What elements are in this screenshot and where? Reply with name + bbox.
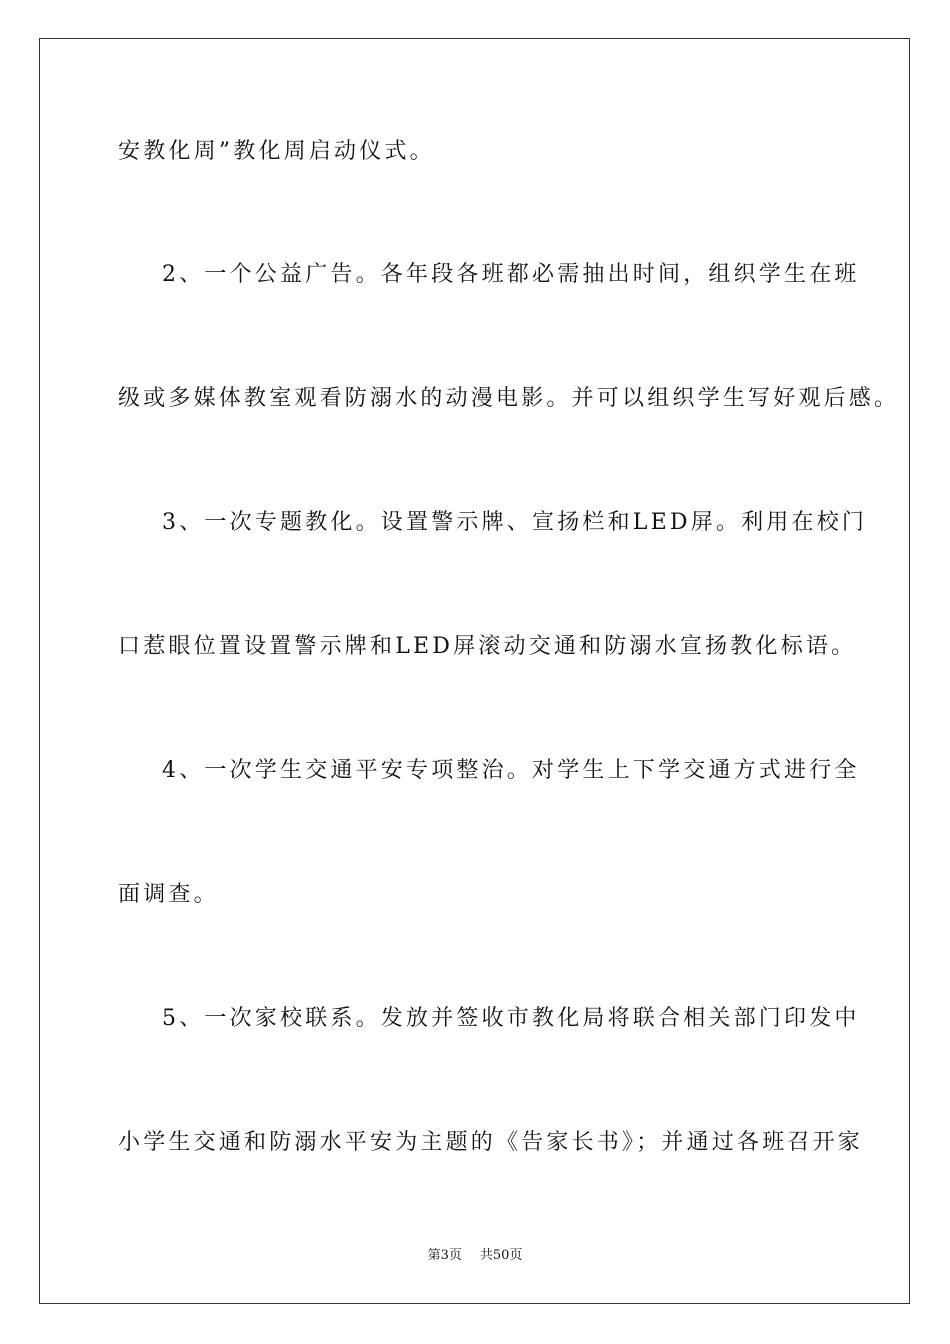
text-line: 级或多媒体教室观看防溺水的动漫电影。并可以组织学生写好观后感。 <box>118 386 900 411</box>
paragraph-5-first-line: 5、一次家校联系。发放并签收市教化局将联合相关部门印发中 <box>162 1006 860 1031</box>
paragraph-4-first-line: 4、一次学生交通平安专项整治。对学生上下学交通方式进行全 <box>162 758 860 783</box>
page-number: 第3页 <box>427 1248 462 1263</box>
text-line: 口惹眼位置设置警示牌和LED屏滚动交通和防溺水宣扬教化标语。 <box>118 634 857 659</box>
text-line: 小学生交通和防溺水平安为主题的《告家长书》；并通过各班召开家 <box>118 1130 864 1155</box>
page-total: 共50页 <box>479 1248 523 1263</box>
page-border <box>39 38 910 1304</box>
page-footer <box>0 1244 950 1263</box>
text-line: 安教化周”教化周启动仪式。 <box>118 139 435 164</box>
paragraph-3-first-line: 3、一次专题教化。设置警示牌、宣扬栏和LED屏。利用在校门 <box>162 510 868 535</box>
text-line: 面调查。 <box>118 882 219 907</box>
paragraph-2-first-line: 2、一个公益广告。各年段各班都必需抽出时间，组织学生在班 <box>162 262 860 287</box>
